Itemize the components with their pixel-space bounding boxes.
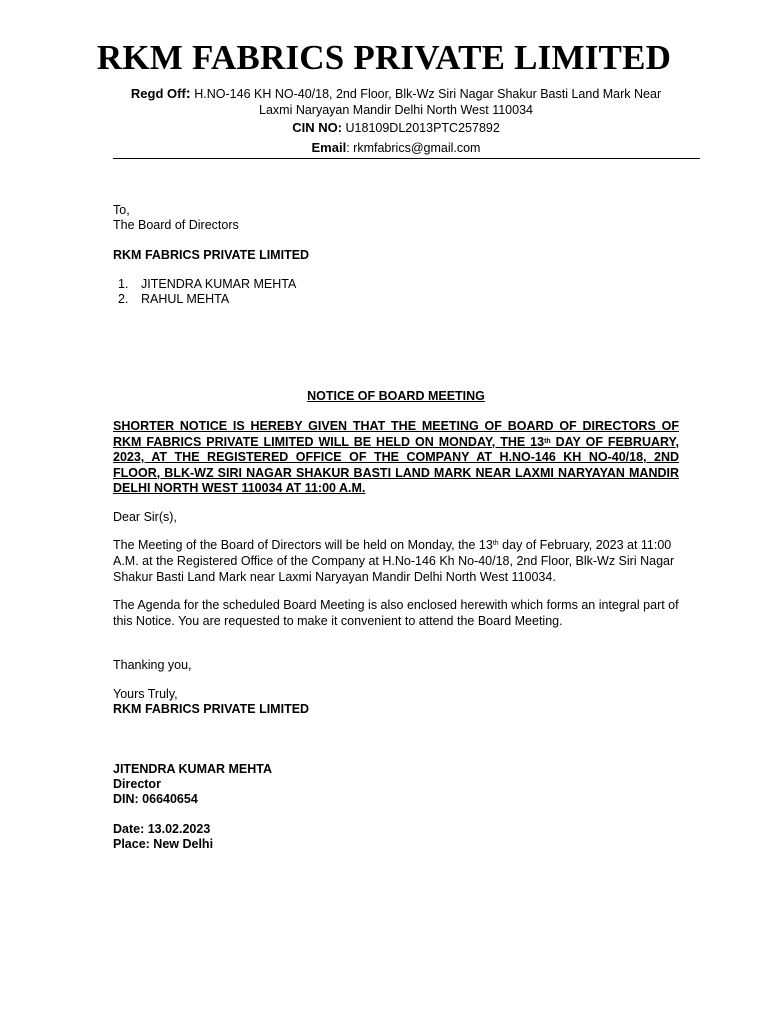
list-item [118,292,296,307]
meeting-paragraph-text-2: day of February, 2023 at 11:00 A.M. at the Registered Office of the Company at H.No-146 Kh No-40/18, 2nd Floor, Blk-Wz Siri Nagar Shakur Basti Land Mark near Laxmi Naryayan Mandir Delhi North West 110034. [113,538,675,584]
shorter-notice-superscript: th [544,437,551,445]
cin-label: CIN NO: [292,120,343,135]
letter-date: Date: 13.02.2023 [113,822,211,836]
closing-company: RKM FABRICS PRIVATE LIMITED [113,702,310,716]
list-item [118,277,296,292]
signatory-title: Director [113,777,161,791]
shorter-notice-text-2: DAY OF FEBRUARY, 2023, AT THE REGISTERED OFFICE OF THE COMPANY AT H.NO-146 KH NO-40/18, 2ND FLOOR, BLK-WZ SIRI NAGAR SHAKUR BASTI LAND MARK NEAR LAXMI NARYAYAN MANDIR DELHI NORTH WEST 110034 AT 11:00 A.M. [113,434,679,495]
addressee-company: RKM FABRICS PRIVATE LIMITED [113,248,310,262]
meeting-paragraph-superscript: th [492,540,499,547]
list-item-name: JITENDRA KUMAR MEHTA [141,277,297,291]
list-item-name: RAHUL MEHTA [141,292,230,306]
email-colon: : [346,141,350,155]
regd-off-label: Regd Off [130,86,186,101]
meeting-paragraph [113,537,681,585]
shorter-notice-paragraph [113,419,679,497]
notice-heading: NOTICE OF BOARD MEETING [307,389,485,403]
email-label: Email [311,140,347,155]
header-divider [113,158,700,159]
regd-off-colon: : [185,85,191,102]
agenda-paragraph: The Agenda for the scheduled Board Meeting is also enclosed herewith which forms an integral part of this Notice. You are requested to make it convenient to attend the Board Meeting. [113,598,679,628]
thanks-line: Thanking you, [113,658,192,672]
director-list [118,277,296,307]
cin-value: U18109DL2013PTC257892 [345,121,500,135]
signatory-name: JITENDRA KUMAR MEHTA [113,762,273,776]
closing-line: Yours Truly, [113,687,178,701]
list-item-number: 2. [118,292,129,306]
company-title: RKM FABRICS PRIVATE LIMITED [96,38,672,77]
salutation: Dear Sir(s), [113,510,177,524]
email-value: rkmfabrics@gmail.com [353,141,481,155]
regd-off-address: H.NO-146 KH NO-40/18, 2nd Floor, Blk-Wz Siri Nagar Shakur Basti Land Mark Near Laxmi Naryayan Mandir Delhi North West 110034 [194,87,662,117]
addressee-to: To, [113,203,130,217]
letter-place: Place: New Delhi [113,837,214,851]
email-line [113,140,679,156]
letterhead-details [113,86,679,156]
list-item-number: 1. [118,277,129,291]
signatory-din: DIN: 06640654 [113,792,198,806]
registered-office-line [113,86,679,118]
addressee-board: The Board of Directors [113,218,239,232]
meeting-paragraph-text-1: The Meeting of the Board of Directors will be held on Monday, the 13 [113,538,493,552]
shorter-notice-text-1: SHORTER NOTICE IS HEREBY GIVEN THAT THE MEETING OF BOARD OF DIRECTORS OF RKM FABRICS PRIVATE LIMITED WILL BE HELD ON MONDAY, THE 13 [113,419,679,449]
cin-line [113,120,679,136]
